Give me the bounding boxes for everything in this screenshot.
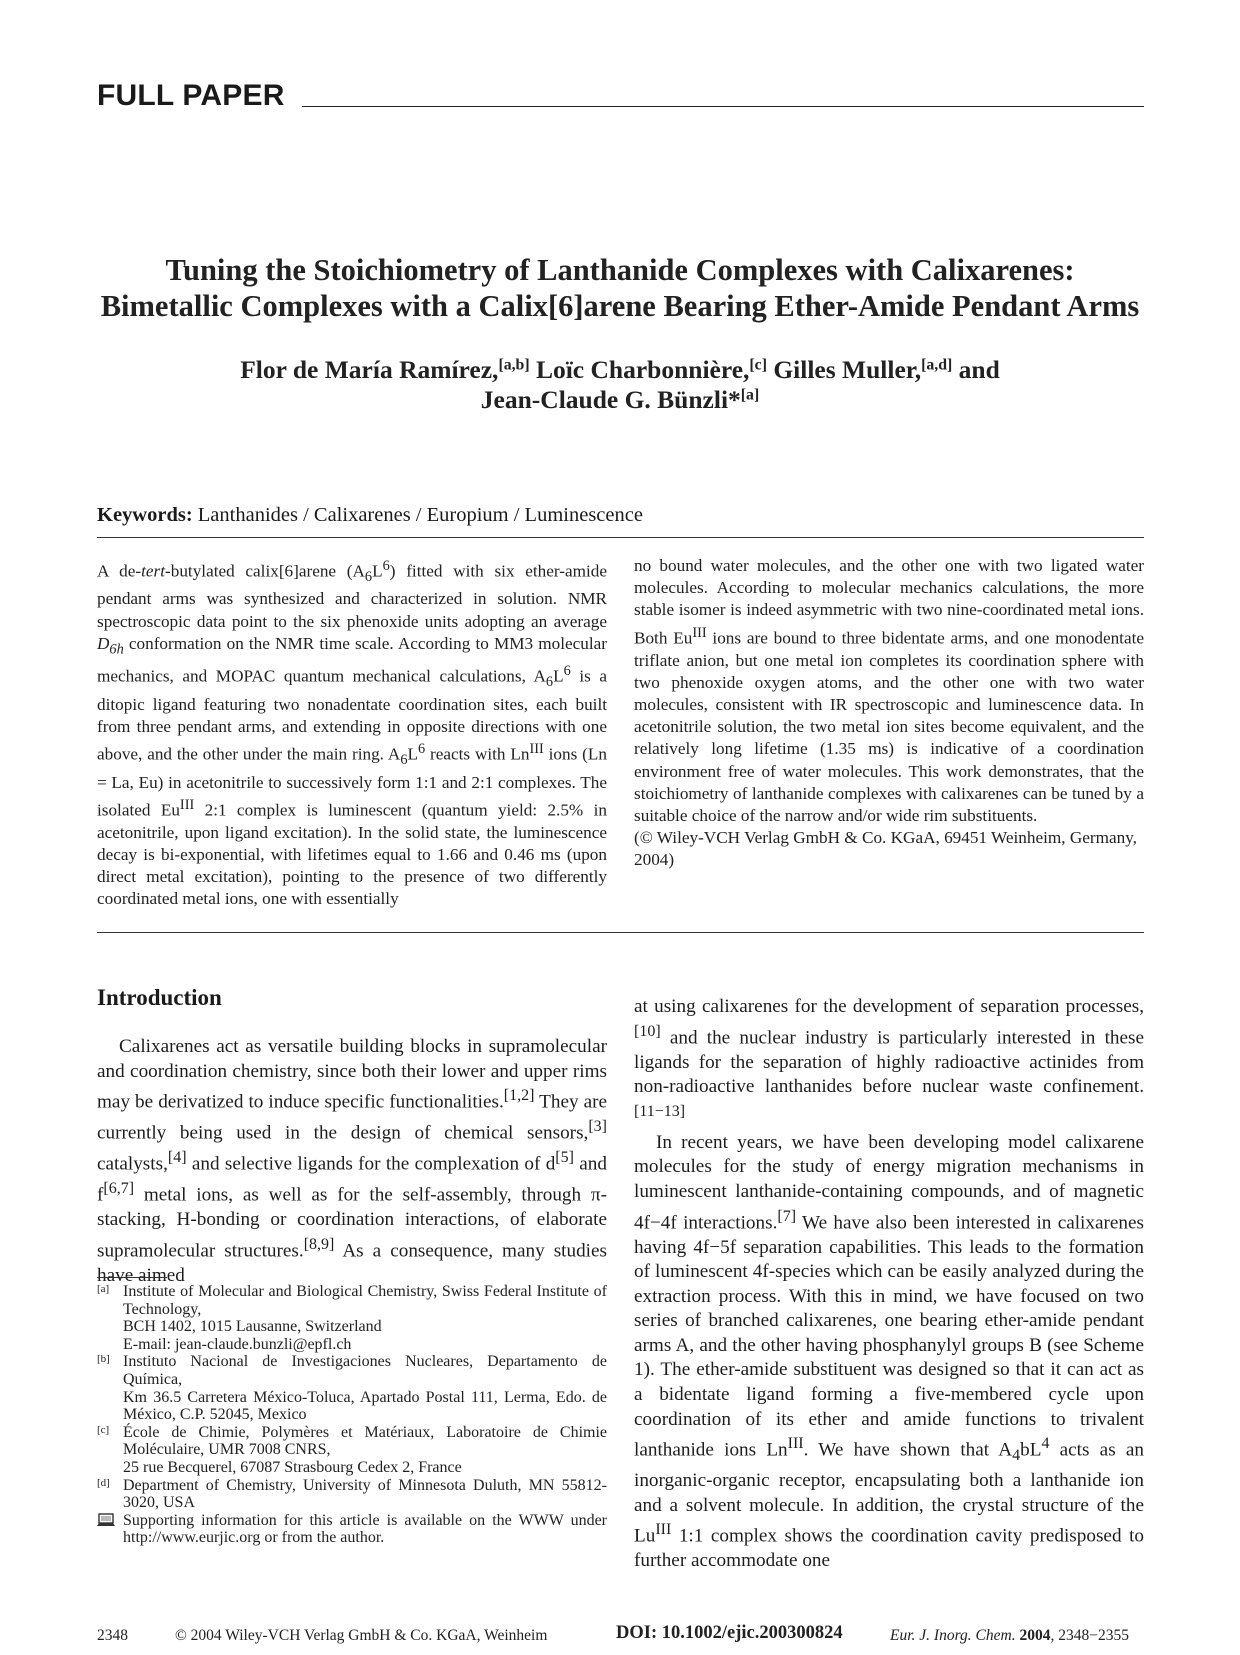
author-conjunction: and — [952, 355, 1000, 384]
article-title — [90, 252, 1150, 324]
abstract-text-left: A de-tert-butylated calix[6]arene $(A_6L^6)$ fitted with six ether-amide pendant arms was synthesized and characterized in solution. NMR spectroscopic data point to the six phenoxide units adopting an average $D_{6h}$ conformation on the NMR time scale. According to MM3 molecular mechanics, and MOPAC quantum mechanical calculations, $A_6L^6$ is a ditopic ligand featuring two nonadentate coordination sites, each built from three pendant arms, and extending in opposite directions with one above, and the other under the main ring. $A_6L^6$ reacts with $Ln^{III}$ ions (Ln = La, Eu) in acetonitrile to successively form 1:1 and 2:1 complexes. The isolated $Eu^{III}$ 2:1 complex is luminescent (quantum yield: 2.5% in acetonitrile, upon ligand excitation). In the solid state, the luminescence decay is bi-exponential, with lifetimes equal to 1.66 and 0.46 ms (upon direct metal excitation), pointing to the presence of two differently coordinated metal ions, one with essentially — [97, 558, 607, 909]
keywords-value: Lanthanides / Calixarenes / Europium / Luminescence — [197, 504, 643, 526]
footnote-d: [d] Department of Chemistry, University of Minnesota Duluth, MN 55812-3020, USA — [97, 1476, 607, 1512]
footnote-mark: [c] — [97, 1423, 110, 1436]
abstract-text-right: no bound water molecules, and the other one with two ligated water molecules. According to molecular mechanics calculations, the more stable isomer is indeed asymmetric with two nine-coordinated metal ions. Both $Eu^{III}$ ions are bound to three bidentate arms, and one monodentate triflate anion, but one metal ion completes its coordination sphere with two phenoxide oxygen atoms, and the other one with two water molecules, consistent with IR spectroscopic and luminescence data. In acetonitrile solution, the two metal ion sites become equivalent, and the relatively long lifetime (1.35 ms) is indicative of a coordination environment free of water molecules. This work demonstrates, that the stoichiometry of lanthanide complexes with calixarenes can be tuned by a suitable choice of the narrow and/or wide rim substituents. — [634, 556, 1144, 825]
journal-year: 2004 — [1019, 1627, 1051, 1644]
author-name: Flor de María Ramírez, — [240, 355, 499, 384]
intro-left-column — [97, 1035, 607, 1288]
keywords — [97, 502, 643, 528]
body-paragraph: at using calixarenes for the development of separation processes,[10] and the nuclear industry is particularly interested in these ligands for the separation of highly radioactive actinides from non-radioactive lanthanides before nuclear waste confinement.[11−13] — [634, 996, 1144, 1120]
doi: DOI: 10.1002/ejic.200300824 — [616, 1623, 843, 1643]
intro-right-column — [634, 995, 1144, 1574]
section-heading: Introduction — [97, 985, 222, 1010]
title-line-1: Tuning the Stoichiometry of Lanthanide Complexes with Calixarenes: — [165, 253, 1075, 287]
keywords-label: Keywords: — [97, 504, 193, 526]
footnote-b: [b] Instituto Nacional de Investigaciones Nucleares, Departamento de Química, Km 36.5 Carretera México-Toluca, Apartado Postal 111, Lerma, Edo. de México, C.P. 52045, Mexico — [97, 1353, 607, 1424]
journal-pages: , 2348−2355 — [1050, 1627, 1129, 1644]
affiliation-mark: [a,d] — [921, 356, 953, 374]
computer-icon — [97, 1513, 115, 1527]
abstract-top-rule — [97, 537, 1144, 538]
journal-citation — [890, 1626, 1129, 1646]
authors-line-1 — [90, 355, 1150, 385]
journal-name: Eur. J. Inorg. Chem. — [890, 1627, 1016, 1644]
section-label: FULL PAPER — [97, 79, 285, 112]
footnote-rule — [97, 1277, 167, 1278]
footnote-c: [c] École de Chimie, Polymères et Matériaux, Laboratoire de Chimie Moléculaire, UMR 7008 CNRS, 25 rue Becquerel, 67087 Strasbourg Cedex 2, France — [97, 1423, 607, 1476]
footnote-a: [a] Institute of Molecular and Biological Chemistry, Swiss Federal Institute of Technology, BCH 1402, 1015 Lausanne, Switzerland E-mail: jean-claude.bunzli@epfl.ch — [97, 1283, 607, 1353]
affiliation-mark: [c] — [749, 356, 767, 374]
author-list — [90, 355, 1150, 415]
publisher-copyright: © 2004 Wiley-VCH Verlag GmbH & Co. KGaA, Weinheim — [175, 1627, 548, 1644]
footnote-supporting-info: Supporting information for this article is available on the WWW under http://www.eurjic.org or from the author. — [97, 1512, 607, 1547]
footnote-mark: [b] — [97, 1353, 110, 1366]
affiliation-mark: [a,b] — [498, 356, 530, 374]
affiliation-footnotes — [97, 1283, 607, 1547]
abstract-copyright: (© Wiley-VCH Verlag GmbH & Co. KGaA, 69451 Weinheim, Germany, 2004) — [634, 828, 1137, 870]
author-name: Jean-Claude G. Bünzli* — [480, 385, 741, 414]
abstract-right-column — [634, 555, 1144, 872]
body-paragraph: In recent years, we have been developing model calixarene molecules for the study of energy migration mechanisms in luminescent lanthanide-containing compounds, and of magnetic 4f−4f interactions.[7] We have also been interested in calixarenes having 4f−5f separation capabilities. This leads to the formation of luminescent 4f-species which can be easily analyzed during the extraction process. With this in mind, we have focused on two series of branched calixarenes, one bearing ether-amide pendant arms A, and the other having phosphanylyl groups B (see Scheme 1). The ether-amide substituent was designed so that it can act as a bidentate ligand forming a five-membered cycle upon coordination of its ether and amide functions to trivalent lanthanide ions $Ln^{III}$. We have shown that $A_4bL^4$ acts as an inorganic-organic receptor, encapsulating both a lanthanide ion and a solvent molecule. In addition, the crystal structure of the $Lu^{III}$ 1:1 complex shows the coordination cavity predisposed to further accommodate one — [634, 1131, 1144, 1572]
body-paragraph: Calixarenes act as versatile building blocks in supramolecular and coordination chemistry, since both their lower and upper rims may be derivatized to induce specific functionalities.[1,2] They are currently being used in the design of chemical sensors,[3] catalysts,[4] and selective ligands for the complexation of d[5] and f[6,7] metal ions, as well as for the self-assembly, through π-stacking, H-bonding or coordination interactions, of elaborate supramolecular structures.[8,9] As a consequence, many studies have aimed — [97, 1036, 607, 1286]
abstract-left-column — [97, 555, 607, 911]
title-line-2: Bimetallic Complexes with a Calix[6]arene Bearing Ether-Amide Pendant Arms — [100, 289, 1140, 323]
header-rule — [302, 106, 1144, 107]
abstract-bottom-rule — [97, 932, 1144, 933]
footnote-mark: [d] — [97, 1476, 110, 1489]
author-name: Gilles Muller, — [766, 355, 922, 384]
page-number: 2348 — [97, 1627, 128, 1644]
footnote-mark: [a] — [97, 1283, 110, 1295]
authors-line-2 — [90, 385, 1150, 415]
affiliation-mark: [a] — [740, 386, 760, 404]
author-name: Loïc Charbonnière, — [529, 355, 750, 384]
